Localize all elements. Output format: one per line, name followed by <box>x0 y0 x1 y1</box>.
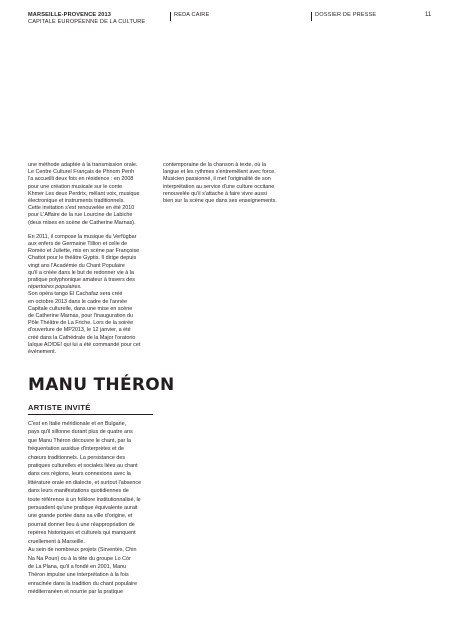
text-line: Khmer Les deux Perdrix, mêlant voix, musique <box>28 190 140 197</box>
text-line: créé dans la Cathédrale de la Major l'oratorio <box>28 334 136 341</box>
text-line: Cette invitation s'est renouvelée en été 2010 <box>28 205 135 212</box>
text-line: une grande portée dans sa ville d'origine, et <box>28 513 133 520</box>
text-line: Théron impulse une interprétation à la fois <box>28 572 129 579</box>
text-line: repères historiques et culturels qui manquent <box>28 530 136 537</box>
text-line: toute référence à un folklore institutionnalisé, le <box>28 496 141 503</box>
text-line: Capitale culturelle, dans une mise en scène <box>28 305 133 312</box>
text-line: pourrait donner lieu à une réappropriation de <box>28 521 135 528</box>
text-line: que Manu Théron découvre le chant, par la <box>28 437 131 444</box>
text-line: électronique et instruments traditionnels. <box>28 198 125 205</box>
text-line: contemporaine de la chanson à texte, où la <box>163 162 267 168</box>
text-line: fréquentation assidue d'interprètes et de <box>28 446 125 453</box>
text-line: aux enfers de Germaine Tillion et celle de <box>28 241 128 248</box>
text-line: (deux mises en scène de Catherine Marnas). <box>28 219 136 226</box>
text-line: dans ces régions, leurs connexions avec la <box>28 471 131 478</box>
column-biography <box>28 420 153 597</box>
section-subtitle: ARTISTE INVITÉ <box>28 403 91 412</box>
text-line: langue et les rythmes s'entremêlent avec force. <box>163 169 276 176</box>
text-line: pour une création musicale sur le conte <box>28 183 123 190</box>
text-line: Na Na Poun) ou à la tête du groupe Lo Còr <box>28 555 131 562</box>
text-line: d'ouverture de MP2013, le 12 janvier, a été <box>28 327 131 334</box>
text-line: vingt ans l'Académie du Chant Populaire <box>28 262 125 269</box>
text-line: cruellement à Marseille. <box>28 538 85 545</box>
text-line: événement. <box>28 349 57 356</box>
column-left <box>28 162 153 356</box>
text-line: de La Plana, qu'il a fondé en 2001, Manu <box>28 563 127 570</box>
column-right <box>163 162 288 205</box>
text-line: pratiques culturelles et sociales liées au chant <box>28 463 138 470</box>
text-line: méditerranéen et nourrie par la pratique <box>28 589 123 596</box>
header-section: DOSSIER DE PRESSE <box>311 12 376 21</box>
header-title: MARSEILLE-PROVENCE 2013 <box>28 12 112 18</box>
text-line: En 2011, il compose la musique du Verfügbar <box>28 233 137 240</box>
text-line: Pôle Théâtre de La Friche. Lors de la soirée <box>28 320 134 327</box>
text-line: Musicien passionné, il met l'originalité de son <box>163 176 271 183</box>
text-line: répertoires populaires. <box>28 284 82 291</box>
text-line: l'a accueilli deux fois en résidence : en 2008 <box>28 176 134 183</box>
paragraph <box>28 162 153 227</box>
text-line: Le Centre Culturel Français de Phnom Penh <box>28 169 135 176</box>
text-line: de Catherine Marnas, pour l'inauguration du <box>28 313 134 320</box>
text-line: chœurs traditionnels. La persistance des <box>28 454 126 461</box>
text-line: laïque AO!DE! qui lui a été commandé pour cet <box>28 341 141 348</box>
section-title: MANU THÉRON <box>28 375 175 395</box>
text-line: une méthode adaptée à la transmission orale. <box>28 162 138 168</box>
divider <box>28 414 153 415</box>
text-line: pratique polyphonique amateur à travers des <box>28 277 135 284</box>
text-line: Son opéra tango El Cachafaz sera créé <box>28 291 123 298</box>
text-line: pour L'Affaire de la rue Lourcine de Labiche <box>28 212 133 219</box>
text-line: littérature orale en dialecte, et surtout l'absence <box>28 479 142 486</box>
paragraph <box>28 234 153 356</box>
text-line: interprétation au service d'une culture occitane <box>163 183 275 190</box>
text-line: bien sur la scène que dans ses enseignements. <box>163 198 277 205</box>
header-subtitle: CAPITALE EUROPÉENNE DE LA CULTURE <box>28 19 146 25</box>
header-publication <box>28 12 145 26</box>
paragraph <box>28 420 153 597</box>
text-line: pays qu'il sillonne durant plus de quatre ans <box>28 429 133 436</box>
text-line: dans leurs manifestations quotidiennes de <box>28 488 129 495</box>
text-line: Au sein de nombreux projets (Sirventès, Chin <box>28 547 137 554</box>
text-line: Chattot pour le théâtre Gyptis. Il dirige depuis <box>28 255 137 262</box>
text-line: C'est en Italie méridionale et en Bulgarie, <box>28 421 127 427</box>
header-author: REDA CAIRE <box>170 12 209 21</box>
text-line: renouvelée qu'il s'attache à faire vivre aussi <box>163 190 267 197</box>
text-line: Roméo et Juliette, mis en scène par Françoise <box>28 248 140 255</box>
text-line: en octobre 2013 dans le cadre de l'année <box>28 298 128 305</box>
page-number: 11 <box>425 12 432 18</box>
text-line: enracinée dans la tradition du chant populaire <box>28 580 138 587</box>
text-line: qu'il a créée dans le but de redonner vie à la <box>28 269 134 276</box>
paragraph <box>163 162 288 205</box>
text-line: persuadent qu'une pratique équivalente aurait <box>28 505 138 512</box>
